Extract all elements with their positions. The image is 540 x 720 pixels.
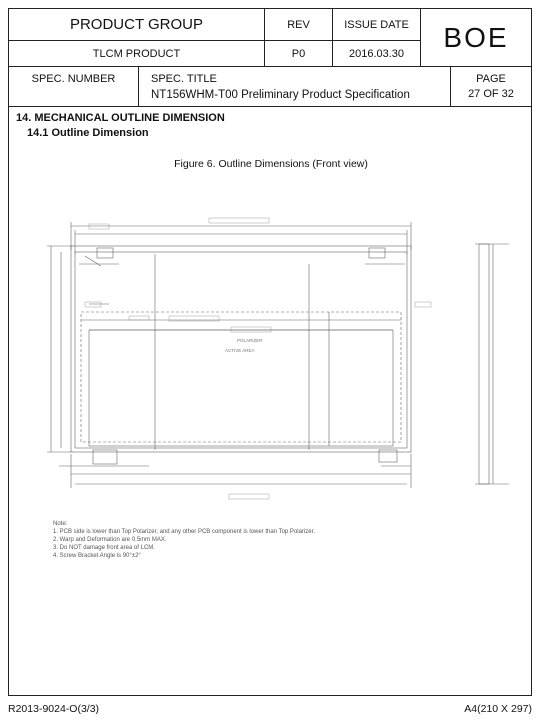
page-label: PAGE: [476, 73, 506, 85]
rev-label: REV: [265, 9, 333, 41]
product-group-label: PRODUCT GROUP: [9, 9, 265, 41]
drawing-notes: [53, 520, 315, 560]
page-cell: [451, 67, 531, 107]
form-code: R2013-9024-O(3/3): [8, 703, 100, 715]
notes-title: Note:: [53, 521, 68, 527]
outline-drawing: [9, 204, 531, 504]
spec-title-cell: [139, 67, 451, 107]
document-page: [8, 8, 532, 696]
note-item: 3. Do NOT damage front area of LCM.: [53, 545, 155, 551]
polarizer-label: POLARIZER: [237, 338, 263, 343]
spec-number-label: SPEC. NUMBER: [9, 67, 139, 107]
rev-value: P0: [265, 41, 333, 67]
paper-size: A4(210 X 297): [464, 703, 532, 715]
product-value: TLCM PRODUCT: [9, 41, 265, 67]
note-item: 1. PCB side is lower than Top Polarizer, and any other PCB component is lower than Top Polarizer.: [53, 529, 315, 535]
side-view-outline: [479, 244, 489, 484]
issue-date-value: 2016.03.30: [333, 41, 421, 67]
section-title: 14. MECHANICAL OUTLINE DIMENSION: [16, 112, 225, 124]
active-area-label: ACTIVE AREA: [225, 348, 255, 353]
figure-caption: Figure 6. Outline Dimensions (Front view): [174, 158, 368, 170]
polarizer-outline: [81, 312, 401, 442]
spec-title-value: NT156WHM-T00 Preliminary Product Specification: [151, 89, 410, 101]
spec-header-table: [9, 9, 531, 107]
spec-title-label: SPEC. TITLE: [151, 73, 217, 85]
brand-logo: [421, 9, 531, 67]
note-item: 2. Warp and Deformation are 0.5mm MAX.: [53, 537, 167, 543]
logo-text: BOE: [443, 21, 509, 53]
note-item: 4. Screw Bracket Angle is 90°±2°: [53, 553, 141, 559]
subsection-title: 14.1 Outline Dimension: [27, 127, 149, 139]
issue-date-label: ISSUE DATE: [333, 9, 421, 41]
page-value: 27 OF 32: [468, 88, 514, 100]
